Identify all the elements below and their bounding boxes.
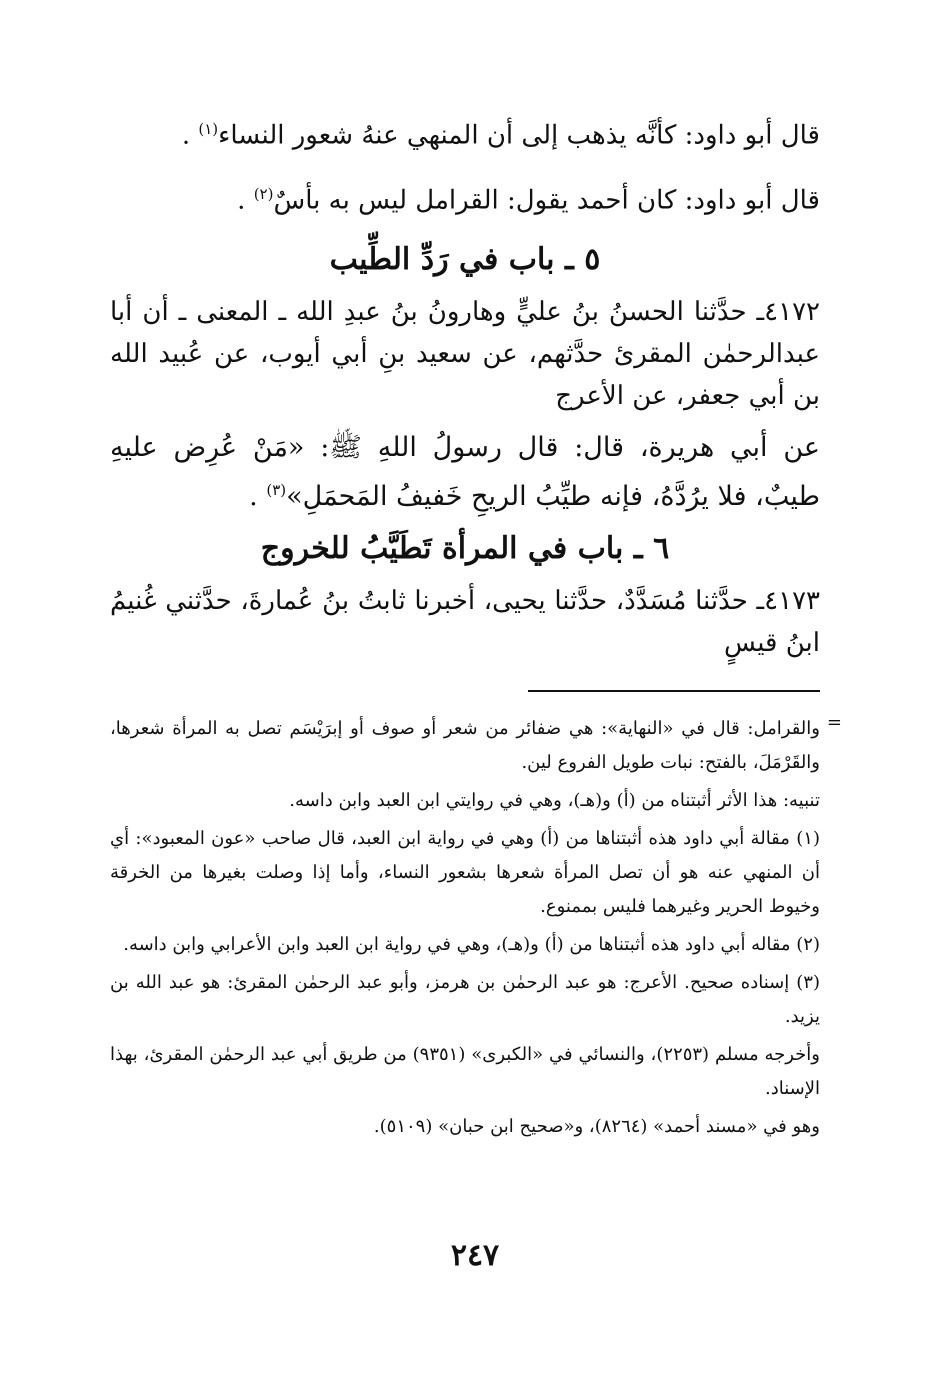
footnote-ref-3: (٣) bbox=[266, 481, 287, 500]
footnote-item: وهو في «مسند أحمد» (٨٢٦٤)، و«صحيح ابن حبان» (٥١٠٩). bbox=[373, 1116, 820, 1137]
footnote-ref-1: (١) bbox=[198, 120, 219, 138]
statement-line-1: قال أبو داود: كأنَّه يذهب إلى أن المنهي عنهُ شعور النساء$^{(١)}$ . bbox=[181, 120, 820, 151]
footnote-item: (٢) مقاله أبي داود هذه أثبتناها من (أ) و(هـ)، وهي في رواية ابن العبد وابن الأعرابي وابن داسه. bbox=[123, 934, 820, 955]
footnotes bbox=[110, 712, 842, 1148]
statement-line-2: قال أبو داود: كان أحمد يقول: القرامل ليس به بأسٌ$^{(٢)}$ . bbox=[237, 184, 820, 216]
page-number: ٢٤٧ bbox=[450, 1238, 500, 1273]
chapter-heading-5: ٥ ـ باب في رَدِّ الطِّيب bbox=[329, 242, 601, 278]
footnote-item: تنبيه: هذا الأثر أثبتناه من (أ) و(هـ)، وهي في روايتي ابن العبد وابن داسه. bbox=[289, 790, 820, 811]
footnote-separator bbox=[528, 690, 820, 692]
hadith-4173-isnad: ٤١٧٣ـ حدَّثنا مُسَدَّدٌ، حدَّثنا يحيى، أخبرنا ثابتُ بنُ عُمارةَ، حدَّثني غُنيمُ ابنُ قيسٍ bbox=[110, 586, 820, 659]
main-text bbox=[110, 100, 820, 664]
footnote-item: والقرامل: قال في «النهاية»: هي ضفائر من شعر أو صوف أو إبرَيْسَم تصل به المرأة شعرها، والقَرْمَلَ، بالفتح: نبات طويل الفروع لين. bbox=[110, 718, 820, 773]
footnote-item: (٣) إسناده صحيح. الأعرج: هو عبد الرحمٰن بن هرمز، وأبو عبد الرحمٰن المقرئ: هو عبد الله بن يزيد. bbox=[110, 972, 820, 1027]
chapter-heading-6: ٦ ـ باب في المرأة تَطَيَّبُ للخروج bbox=[260, 531, 670, 567]
hadith-4172-matn: عن أبي هريرة، قال: قال رسولُ اللهِ ﷺ: «مَنْ عُرِض عليهِ طيبٌ، فلا يرُدَّهُ، فإنه طيِّبُ الريحِ خَفيفُ المَحمَلِ»$^{(٣)}$ . bbox=[110, 432, 820, 513]
footnote-item: وأخرجه مسلم (٢٢٥٣)، والنسائي في «الكبرى» (٩٣٥١) من طريق أبي عبد الرحمٰن المقرئ، بهذا الإسناد. bbox=[110, 1044, 820, 1099]
continuation-mark: = bbox=[826, 712, 842, 733]
footnote-item: (١) مقالة أبي داود هذه أثبتناها من (أ) وهي في رواية ابن العبد، قال صاحب «عون المعبود»: أي أن المنهي عنه هو أن تصل المرأة شعرها بشعور النساء، وأما إذا وصلت بغيرها من الخرقة وخيوط الحرير وغيرهما فليس بممنوع. bbox=[110, 828, 820, 917]
footnote-ref-2: (٢) bbox=[253, 184, 274, 203]
hadith-4172-isnad: ٤١٧٢ـ حدَّثنا الحسنُ بنُ عليٍّ وهارونُ بنُ عبدِ الله ـ المعنى ـ أن أبا عبدالرحمٰن المقرئ حدَّثهم، عن سعيد بنِ أبي أيوب، عن عُبيد الله بن أبي جعفر، عن الأعرج bbox=[110, 297, 820, 412]
